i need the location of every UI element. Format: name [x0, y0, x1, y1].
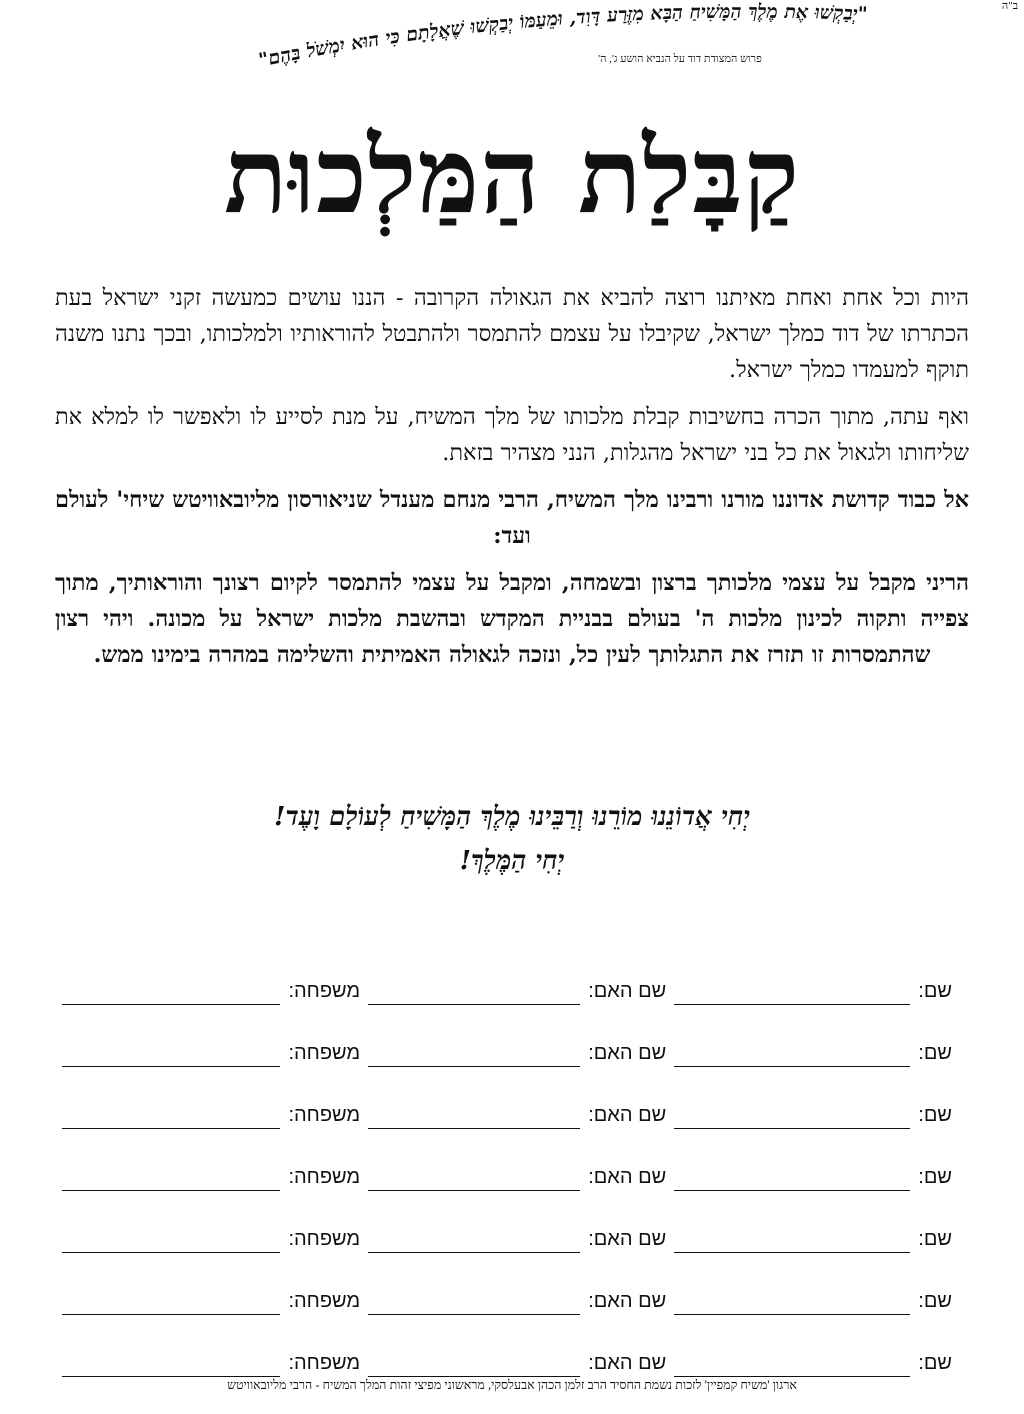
slogans	[0, 795, 1024, 883]
name-field[interactable]	[674, 1352, 910, 1377]
label-family: משפחה:	[288, 1042, 361, 1064]
name-field[interactable]	[674, 1104, 910, 1129]
family-field[interactable]	[62, 1228, 280, 1253]
label-mother-name: שם האם:	[588, 1228, 667, 1250]
name-field[interactable]	[674, 1228, 910, 1253]
paragraph-1: היות וכל אחת ואחת מאיתנו רוצה להביא את הגאולה הקרובה - הננו עושים כמעשה זקני ישראל בעת הכתרתו של דוד כמלך ישראל, שקיבלו על עצמם להתמסר ולהתבטל להוראותיו ולמלכותו, ובכך נתנו משנה תוקף למעמדו כמלך ישראל.	[55, 285, 969, 383]
family-field[interactable]	[62, 1042, 280, 1067]
paragraph-2: ואף עתה, מתוך הכרה בחשיבות קבלת מלכותו של מלך המשיח, על מנת לסייע לו ולאפשר לו למלא את שליחותו ולגאול את כל בני ישראל מהגלות, הנני מצהיר בזאת.	[55, 404, 969, 466]
form-row	[55, 1005, 952, 1067]
declaration-body	[55, 280, 969, 684]
page-title: קַבָּלַת הַמַּלְכוּת	[223, 114, 801, 237]
label-name: שם:	[918, 1352, 952, 1374]
verse-source: פרוש המצודת דוד על הנביא הושע ג', ה'	[598, 53, 762, 65]
label-mother-name: שם האם:	[588, 1290, 667, 1312]
name-field[interactable]	[674, 980, 910, 1005]
family-field[interactable]	[62, 1166, 280, 1191]
mother-name-field[interactable]	[368, 1042, 580, 1067]
form-row	[55, 1191, 952, 1253]
label-name: שם:	[918, 980, 952, 1002]
mother-name-field[interactable]	[368, 1104, 580, 1129]
mother-name-field[interactable]	[368, 1352, 580, 1377]
verse-arc	[120, 0, 980, 120]
slogan-line-2: יְחִי הַמֶּלֶךְ!	[459, 846, 565, 876]
label-name: שם:	[918, 1104, 952, 1126]
signature-form	[55, 943, 952, 1377]
label-mother-name: שם האם:	[588, 1166, 667, 1188]
label-name: שם:	[918, 1166, 952, 1188]
family-field[interactable]	[62, 1352, 280, 1377]
verse-textpath: "יְבַקְשׁוּ אֶת מֶלֶךְ הַמָּשִׁיחַ הַבָּא מִזֶּרַע דָּוִד, וּמֵעַמּוֹ יְבַקְשׁוּ שֶׁאֲלָתָם כִּי הוּא יִמְשֹׁל בָּהֶם"	[256, 0, 869, 72]
name-field[interactable]	[674, 1042, 910, 1067]
label-family: משפחה:	[288, 1352, 361, 1374]
label-family: משפחה:	[288, 1104, 361, 1126]
form-row	[55, 943, 952, 1005]
mother-name-field[interactable]	[368, 1166, 580, 1191]
footer-credit: ארגון 'משיח קמפיין' לזכות נשמת החסיד הרב זלמן הכהן אבעלסקי, מראשוני מפיצי זהות המלך המשיח - הרבי מליובאוויטש	[227, 1378, 797, 1392]
form-row	[55, 1067, 952, 1129]
label-mother-name: שם האם:	[588, 980, 667, 1002]
paragraph-address: אל כבוד קדושת אדוננו מורנו ורבינו מלך המשיח, הרבי מנחם מענדל שניאורסון מליובאוויטש שיחי' לעולם ועד:	[55, 487, 969, 549]
label-mother-name: שם האם:	[588, 1352, 667, 1374]
label-name: שם:	[918, 1228, 952, 1250]
name-field[interactable]	[674, 1290, 910, 1315]
label-name: שם:	[918, 1290, 952, 1312]
label-mother-name: שם האם:	[588, 1104, 667, 1126]
mother-name-field[interactable]	[368, 1228, 580, 1253]
family-field[interactable]	[62, 1104, 280, 1129]
verse-text	[257, 1, 868, 72]
label-name: שם:	[918, 1042, 952, 1064]
label-family: משפחה:	[288, 1228, 361, 1250]
bh-header: ב"ה	[1001, 0, 1018, 12]
name-field[interactable]	[674, 1166, 910, 1191]
form-row	[55, 1129, 952, 1191]
mother-name-field[interactable]	[368, 980, 580, 1005]
form-row	[55, 1315, 952, 1377]
family-field[interactable]	[62, 1290, 280, 1315]
label-family: משפחה:	[288, 1290, 361, 1312]
form-row	[55, 1253, 952, 1315]
label-mother-name: שם האם:	[588, 1042, 667, 1064]
label-family: משפחה:	[288, 980, 361, 1002]
mother-name-field[interactable]	[368, 1290, 580, 1315]
slogan-line-1: יְחִי אֲדוֹנֵנוּ מוֹרֵנוּ וְרַבֵּינוּ מֶלֶךְ הַמָּשִׁיחַ לְעוֹלָם וָעֶד!	[273, 802, 751, 832]
label-family: משפחה:	[288, 1166, 361, 1188]
family-field[interactable]	[62, 980, 280, 1005]
paragraph-acceptance: הריני מקבל על עצמי מלכותך ברצון ובשמחה, ומקבל על עצמי להתמסר לקיום רצונך והוראותיך, מתוך צפייה ותקוה לכינון מלכות ה' בעולם בבניית המקדש ובהשבת מלכות ישראל על מכונה. ויהי רצון שהתמסרות זו תזרז את התגלותך לעין כל, ונזכה לגאולה האמיתית והשלימה במהרה בימינו ממש.	[55, 570, 969, 668]
